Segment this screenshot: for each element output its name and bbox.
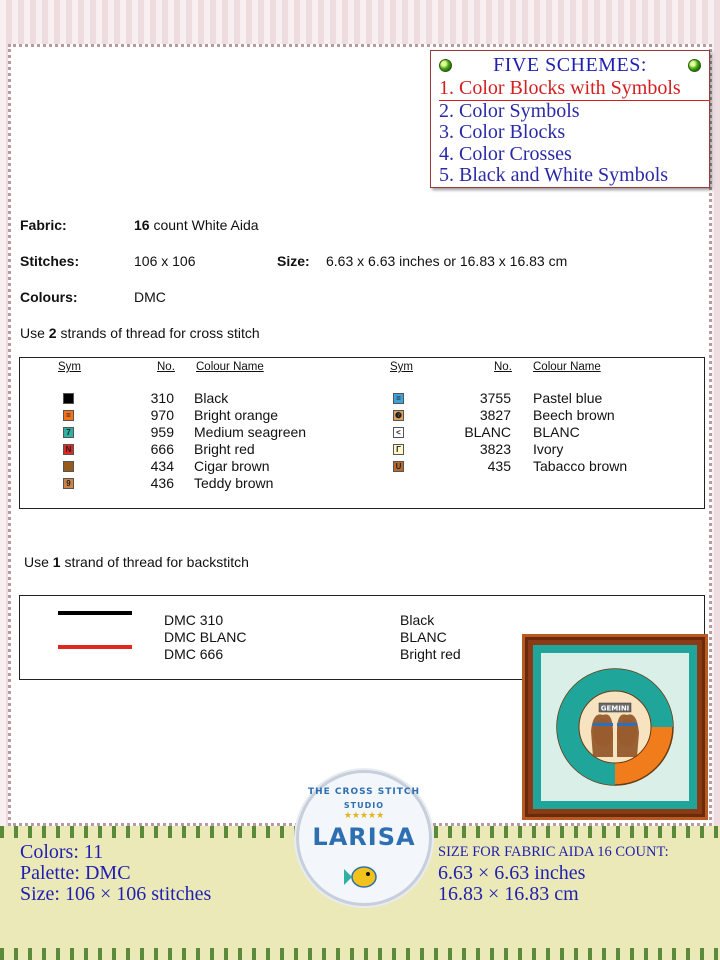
color-swatch: 9 [63,478,74,489]
size-label: Size: [277,253,310,269]
scheme-item[interactable]: 1. Color Blocks with Symbols [439,78,709,101]
fabric-size-inches: 6.63 × 6.63 inches [438,862,586,884]
thread-colour-name: BLANC [533,424,580,440]
thread-number: 3755 [479,390,511,406]
column-header-no: No. [157,361,175,373]
column-header-name: Colour Name [196,361,264,373]
palette-name: Palette: DMC [20,862,131,884]
backstitch-code: DMC 310 [164,612,224,628]
thread-number: 666 [150,441,174,457]
color-swatch: 7 [63,427,74,438]
backstitch-code: DMC 666 [164,646,224,662]
schemes-header [439,55,701,77]
gemini-artwork [541,653,689,801]
vine-border-bottom [0,948,720,960]
schemes-title: FIVE SCHEMES: [493,54,647,76]
thread-number: 3823 [479,441,511,457]
backstitch-code: DMC BLANC [164,629,247,645]
stitches-label: Stitches: [20,253,80,269]
thread-number: 435 [487,458,511,474]
thread-colour-name: Beech brown [533,407,615,423]
colours-value: DMC [134,289,166,305]
pattern-preview[interactable] [522,634,708,820]
thread-colour-name: Pastel blue [533,390,603,406]
fabric-size-cm: 16.83 × 16.83 cm [438,883,579,905]
color-swatch: = [393,393,404,404]
footer-summary [20,842,211,905]
logo-studio-text: STUDIO [343,801,385,810]
cross-stitch-instruction: Use 2 strands of thread for cross stitch [20,325,260,341]
schemes-list [439,78,709,187]
bullet-icon [439,59,452,72]
cross-stitch-table [19,357,705,509]
preview-canvas [541,653,689,801]
scheme-item[interactable]: 2. Color Symbols [439,99,580,122]
backstitch-line-red [58,645,132,649]
colors-count: Colors: 11 [20,841,104,863]
stitch-size: Size: 106 × 106 stitches [20,883,212,905]
scheme-item[interactable]: 5. Black and White Symbols [439,164,669,186]
colours-label: Colours: [20,289,78,305]
fabric-type: count White Aida [153,217,259,233]
thread-colour-name: Ivory [533,441,564,457]
thread-number: 959 [150,424,174,440]
fish-icon [344,859,384,893]
thread-colour-name: Cigar brown [194,458,270,474]
column-header-name: Colour Name [533,361,601,373]
scheme-item[interactable]: 4. Color Crosses [439,142,572,165]
fabric-label: Fabric: [20,217,67,233]
color-swatch: < [393,427,404,438]
color-swatch: N [63,444,74,455]
preview-teal-border [533,645,697,809]
backstitch-name: Black [400,612,435,628]
fabric-count: 16 [134,217,150,233]
backstitch-line-black [58,611,132,615]
logo-stars: ★★★★★ [343,811,385,821]
gemini-badge: GEMINI [600,704,630,713]
bullet-icon [688,59,701,72]
size-value: 6.63 x 6.63 inches or 16.83 x 16.83 cm [326,253,568,269]
thread-colour-name: Medium seagreen [194,424,307,440]
backstitch-instruction: Use 1 strand of thread for backstitch [24,554,249,570]
scheme-item[interactable]: 3. Color Blocks [439,121,566,143]
logo-top-text: THE CROSS STITCH [307,787,421,797]
thread-colour-name: Teddy brown [194,475,274,491]
color-swatch: = [63,410,74,421]
fabric-value [134,217,259,233]
column-header-sym: Sym [390,361,413,373]
footer-fabric-size [438,842,669,905]
column-header-no: No. [494,361,512,373]
thread-colour-name: Tabacco brown [533,458,628,474]
color-swatch [63,461,74,472]
thread-number: BLANC [464,424,511,440]
color-swatch: ❼ [394,411,403,420]
thread-number: 434 [150,458,174,474]
logo-name: LARISA [312,823,416,851]
thread-number: 310 [150,390,174,406]
stitches-value: 106 x 106 [134,253,196,269]
larisa-studio-logo [296,770,432,906]
backstitch-name: Bright red [400,646,461,662]
column-header-sym: Sym [58,361,81,373]
thread-colour-name: Black [194,390,229,406]
thread-colour-name: Bright orange [194,407,279,423]
thread-colour-name: Bright red [194,441,255,457]
fabric-size-title: SIZE FOR FABRIC AIDA 16 COUNT: [438,844,669,860]
color-swatch [63,393,74,404]
thread-number: 3827 [479,407,511,423]
thread-number: 970 [150,407,174,423]
color-swatch: U [393,461,404,472]
thread-number: 436 [150,475,174,491]
schemes-box [430,50,710,188]
color-swatch: Γ [393,444,404,455]
backstitch-name: BLANC [400,629,447,645]
